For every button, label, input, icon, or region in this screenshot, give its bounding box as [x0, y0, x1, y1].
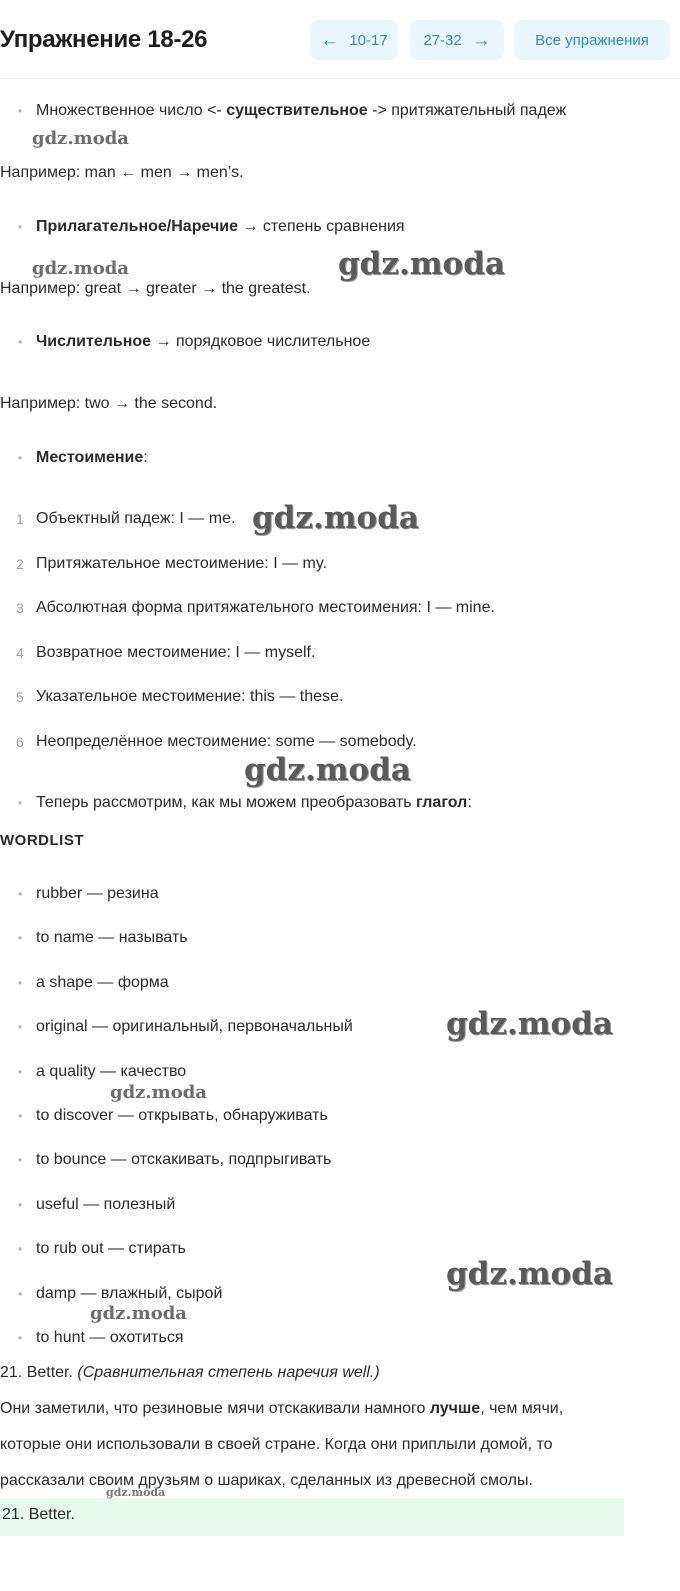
arrow-right-icon: →: [471, 29, 491, 51]
solution-text: рассказали своим друзьям о шариках, сделанных из древесной смолы.: [0, 1472, 533, 1489]
wordlist-item-text: to hunt — охотиться: [36, 1329, 184, 1346]
item-number: 6: [16, 734, 24, 750]
watermark: gdz.moda: [110, 1082, 207, 1103]
arrow-left-icon: ←: [320, 29, 340, 51]
watermark: gdz.moda: [338, 246, 505, 282]
wordlist-item-text: rubber — резина: [36, 885, 159, 902]
all-exercises-label: Все упражнения: [535, 31, 649, 49]
watermark: gdz.moda: [446, 1006, 613, 1042]
answer-box: [0, 1498, 624, 1536]
item-number: 4: [16, 644, 24, 661]
item-text: Возвратное местоимение: I — myself.: [36, 643, 316, 661]
watermark: gdz.moda: [446, 1256, 613, 1292]
item-number: 2: [16, 555, 24, 572]
wordlist-item-text: useful — полезный: [36, 1195, 176, 1213]
page-title: Упражнение 18-26: [0, 26, 208, 53]
watermark: gdz.moda: [252, 500, 419, 536]
wordlist-item-text: to rub out — стирать: [36, 1240, 186, 1258]
example-text: Например: two → the second.: [0, 395, 218, 412]
item-text: Объектный падеж: I — me.: [36, 510, 236, 527]
wordlist-item-text: original — оригинальный, первоначальный: [36, 1018, 353, 1036]
wordlist-item-text: to name — называть: [36, 929, 188, 947]
solution-text: Они заметили, что резиновые мячи отскакивали намного лучше, чем мячи,: [0, 1400, 564, 1417]
example-text: Например: man ← men → men’s.: [0, 164, 244, 181]
example-text: Например: great → greater → the greatest.: [0, 280, 311, 297]
solution-text: которые они использовали в своей стране. Когда они приплыли домой, то: [0, 1436, 553, 1453]
next-exercises-label: 27-32: [423, 31, 462, 49]
next-exercises-button[interactable]: [410, 20, 504, 60]
prev-exercises-button[interactable]: [310, 20, 398, 60]
wordlist-item-text: to discover — открывать, обнаруживать: [36, 1107, 328, 1124]
prev-exercises-label: 10-17: [349, 31, 388, 49]
watermark: gdz.moda: [244, 752, 411, 788]
item-number: 1: [16, 511, 24, 527]
answer-text: 21. Better.: [2, 1506, 75, 1523]
watermark: gdz.moda: [106, 1486, 166, 1499]
item-number: 5: [16, 689, 24, 706]
wordlist-item-text: a quality — качество: [36, 1062, 187, 1080]
item-text: Неопределённое местоимение: some — somebody.: [36, 733, 417, 750]
wordlist-item-text: damp — влажный, сырой: [36, 1284, 223, 1302]
item-text: Притяжательное местоимение: I — my.: [36, 554, 328, 572]
all-exercises-button[interactable]: [514, 20, 670, 60]
watermark: gdz.moda: [90, 1303, 187, 1324]
watermark: gdz.moda: [32, 258, 129, 279]
wordlist-item-text: to bounce — отскакивать, подпрыгивать: [36, 1151, 332, 1169]
solution-heading: 21. Better. (Сравнительная степень наречия well.): [0, 1364, 380, 1381]
wordlist-item-text: a shape — форма: [36, 973, 169, 991]
watermark: gdz.moda: [32, 128, 129, 149]
item-text: Абсолютная форма притяжательного местоимения: I — mine.: [36, 599, 495, 617]
wordlist-heading: WORDLIST: [0, 832, 84, 849]
page-header: [0, 0, 680, 79]
item-number: 3: [16, 600, 24, 617]
item-text: Указательное местоимение: this — these.: [36, 688, 344, 706]
